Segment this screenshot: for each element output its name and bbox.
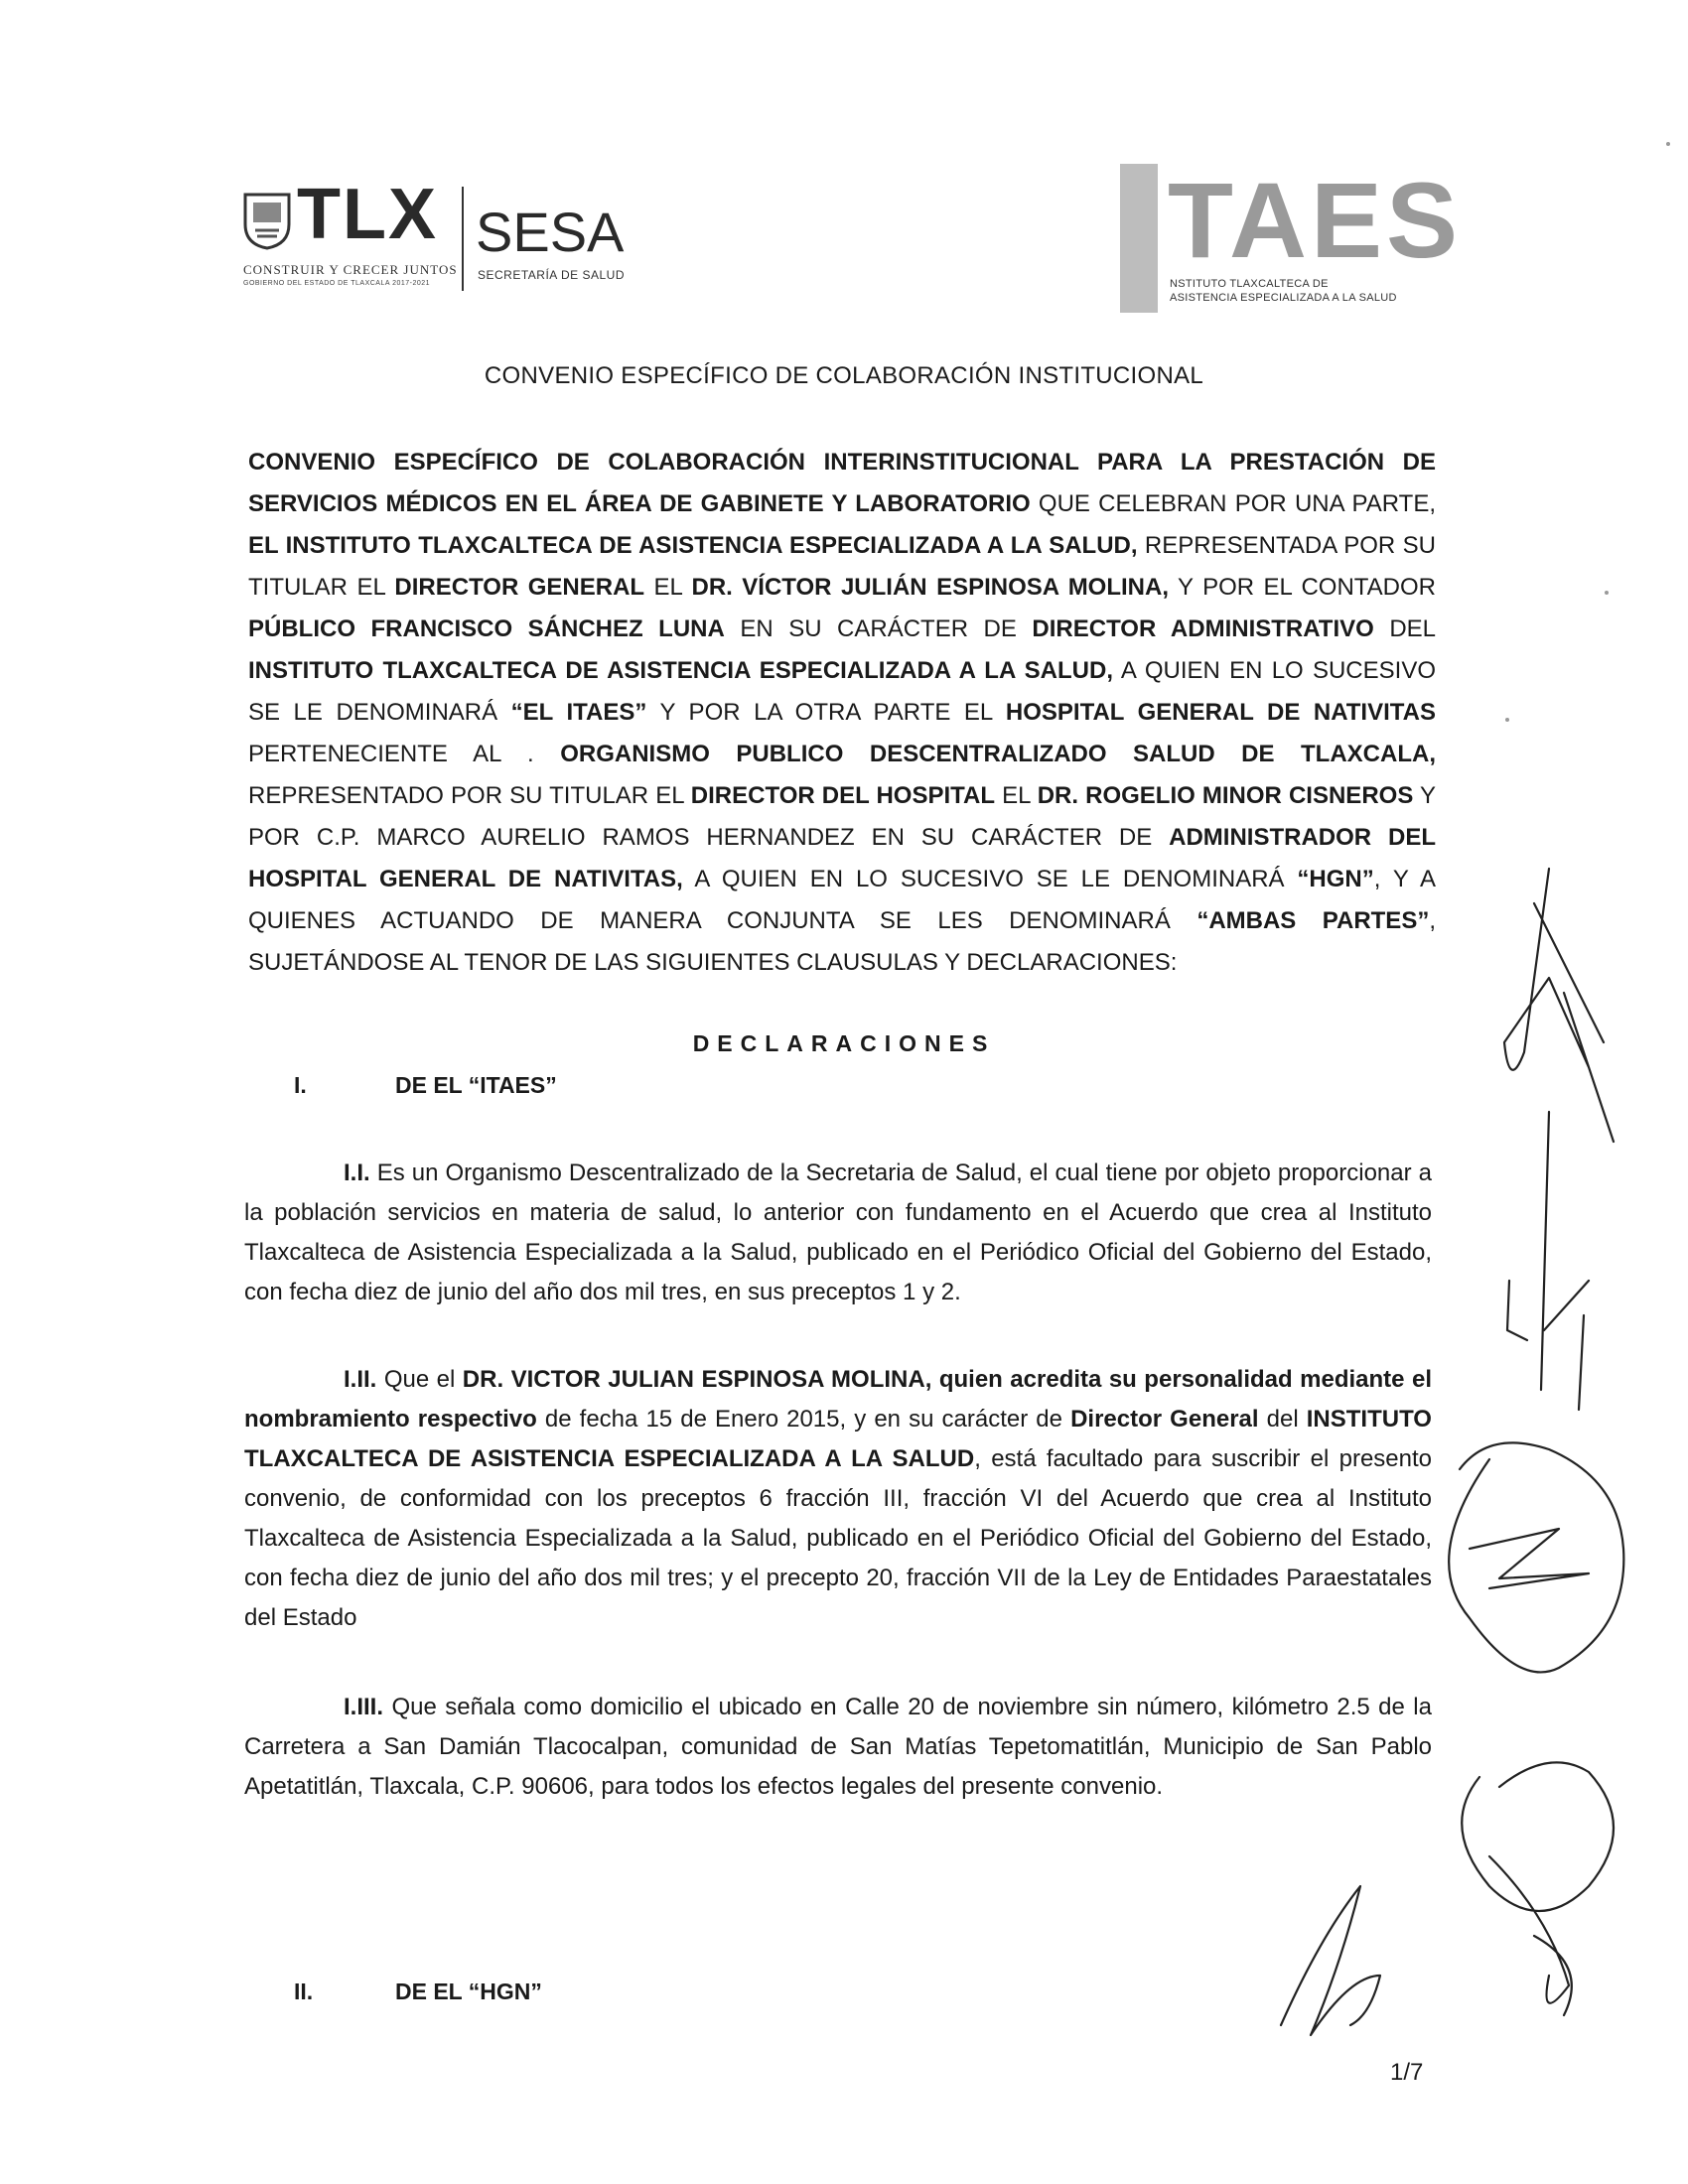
intro-text: EL	[995, 782, 1038, 809]
intro-text: Y POR LA OTRA PARTE EL	[646, 699, 1006, 726]
intro-text: EN SU CARÁCTER DE	[724, 615, 1033, 642]
itaes-subtitle-line-1: NSTITUTO TLAXCALTECA DE	[1170, 278, 1329, 290]
sesa-wordmark: SESA	[476, 201, 625, 263]
declaration-bold: INSTITUTO TLAXCALTECA DE ASISTENCIA ESPECIALIZADA A LA SALUD	[244, 1406, 1432, 1472]
declaration-label: I.II.	[344, 1366, 377, 1393]
tlx-slogan: CONSTRUIR Y CRECER JUNTOS	[243, 262, 458, 277]
intro-bold: ORGANISMO PUBLICO DESCENTRALIZADO SALUD DE TLAXCALA,	[560, 741, 1436, 767]
tlx-wordmark: TLX	[297, 175, 438, 254]
intro-text: EL	[644, 574, 692, 601]
declaration-bold: Director General	[1070, 1406, 1259, 1433]
intro-bold: DR. ROGELIO MINOR CISNEROS	[1037, 782, 1414, 809]
page-number: 1/7	[1390, 2059, 1424, 2086]
signature-2	[1507, 1112, 1589, 1410]
declaration-text: , está facultado para suscribir el presento convenio, de conformidad con los preceptos 6 fracción III, fracción VI del Acuerdo que crea al Instituto Tlaxcalteca de Asistencia Especializada a la Salud, publicado en el Periódico Oficial del Gobierno del Estado, con fecha diez de junio del año dos mil tres; y el precepto 20, fracción VII de la Ley de Entidades Paraestatales del Estado	[244, 1445, 1432, 1631]
itaes-subtitle-line-2: ASISTENCIA ESPECIALIZADA A LA SALUD	[1170, 292, 1397, 304]
itaes-wordmark: TAES	[1168, 160, 1463, 280]
intro-bold: DIRECTOR GENERAL	[394, 574, 645, 601]
declaration-bold: DR. VICTOR JULIAN ESPINOSA MOLINA, quien acredita su personalidad mediante el nombramiento respectivo	[244, 1366, 1432, 1433]
intro-bold: “HGN”	[1297, 866, 1374, 892]
intro-bold: DIRECTOR ADMINISTRATIVO	[1032, 615, 1374, 642]
declaration-text: Que señala como domicilio el ubicado en Calle 20 de noviembre sin número, kilómetro 2.5 de la Carretera a San Damián Tlacocalpan, comunidad de San Matías Tepetomatitlán, Municipio de San Pablo Apetatitlán, Tlaxcala, C.P. 90606, para todos los efectos legales del presente convenio.	[244, 1694, 1432, 1800]
intro-text: A QUIEN EN LO SUCESIVO SE LE DENOMINARÁ	[248, 657, 1437, 726]
intro-text: , SUJETÁNDOSE AL TENOR DE LAS SIGUIENTES CLAUSULAS Y DECLARACIONES:	[248, 907, 1436, 976]
intro-bold: DIRECTOR DEL HOSPITAL	[690, 782, 996, 809]
logo-divider	[462, 187, 464, 291]
scan-speck	[1605, 591, 1609, 595]
intro-bold: ADMINISTRADOR DEL HOSPITAL GENERAL DE NATIVITAS,	[248, 824, 1437, 892]
intro-bold: “AMBAS PARTES”	[1196, 907, 1430, 934]
intro-bold: PÚBLICO FRANCISCO SÁNCHEZ LUNA	[248, 615, 725, 642]
intro-bold: INSTITUTO TLAXCALTECA DE ASISTENCIA ESPECIALIZADA A LA SALUD,	[248, 657, 1113, 684]
declaration-1-1	[244, 1154, 1432, 1312]
intro-text: PERTENECIENTE AL .	[248, 741, 561, 767]
intro-text: QUE CELEBRAN POR UNA PARTE,	[1030, 490, 1437, 517]
declaration-text: Que el	[376, 1366, 463, 1393]
declaration-1-3	[244, 1688, 1432, 1807]
intro-text: REPRESENTADO POR SU TITULAR EL	[248, 782, 691, 809]
section-1-title: DE EL “ITAES”	[395, 1072, 557, 1098]
signature-4	[1462, 1762, 1614, 2015]
itaes-logo-bar	[1120, 164, 1158, 313]
intro-bold: CONVENIO ESPECÍFICO DE COLABORACIÓN INTERINSTITUCIONAL PARA LA PRESTACIÓN DE SERVICIOS MÉDICOS EN EL ÁREA DE GABINETE Y LABORATORIO	[248, 449, 1436, 517]
signature-1	[1504, 869, 1614, 1142]
document-title: CONVENIO ESPECÍFICO DE COLABORACIÓN INSTITUCIONAL	[484, 362, 1204, 389]
itaes-logo	[1120, 159, 1463, 318]
declaration-1-2	[244, 1360, 1432, 1638]
declaraciones-heading: DECLARACIONES	[692, 1030, 996, 1056]
intro-text: DEL	[1373, 615, 1437, 642]
scan-speck	[1505, 718, 1509, 722]
declaration-text: del	[1258, 1406, 1307, 1433]
scan-speck	[1666, 142, 1670, 146]
intro-text: Y POR C.P. MARCO AURELIO RAMOS HERNANDEZ EN SU CARÁCTER DE	[248, 782, 1436, 851]
intro-bold: HOSPITAL GENERAL DE NATIVITAS	[1005, 699, 1436, 726]
intro-text: , Y A QUIENES ACTUANDO DE MANERA CONJUNTA SE LES DENOMINARÁ	[248, 866, 1436, 934]
declaration-text: de fecha 15 de Enero 2015, y en su carácter de	[536, 1406, 1071, 1433]
declaration-label: I.III.	[344, 1694, 384, 1720]
intro-text: REPRESENTADA POR SU TITULAR EL	[248, 532, 1436, 601]
signature-5	[1281, 1886, 1380, 2035]
section-1-number: I.	[294, 1072, 307, 1098]
intro-bold: “EL ITAES”	[510, 699, 647, 726]
intro-bold: EL INSTITUTO TLAXCALTECA DE ASISTENCIA ESPECIALIZADA A LA SALUD,	[248, 532, 1138, 559]
tlx-government-line: GOBIERNO DEL ESTADO DE TLAXCALA 2017-2021	[243, 280, 431, 287]
intro-paragraph	[248, 442, 1436, 984]
declaration-label: I.I.	[344, 1160, 370, 1186]
section-2-title: DE EL “HGN”	[395, 1979, 542, 2004]
tlx-sesa-logo	[241, 175, 638, 296]
tlaxcala-crest-icon	[241, 191, 293, 250]
intro-text: Y POR EL CONTADOR	[1169, 574, 1437, 601]
intro-text: A QUIEN EN LO SUCESIVO SE LE DENOMINARÁ	[682, 866, 1298, 892]
declaration-text: Es un Organismo Descentralizado de la Secretaria de Salud, el cual tiene por objeto proporcionar a la población servicios en materia de salud, lo anterior con fundamento en el Acuerdo que crea al Instituto Tlaxcalteca de Asistencia Especializada a la Salud, publicado en el Periódico Oficial del Gobierno del Estado, con fecha diez de junio del año dos mil tres, en sus preceptos 1 y 2.	[244, 1160, 1432, 1305]
signature-3	[1449, 1442, 1623, 1672]
section-2-number: II.	[294, 1979, 314, 2004]
sesa-subtitle: SECRETARÍA DE SALUD	[478, 268, 625, 282]
intro-bold: DR. VÍCTOR JULIÁN ESPINOSA MOLINA,	[691, 574, 1170, 601]
